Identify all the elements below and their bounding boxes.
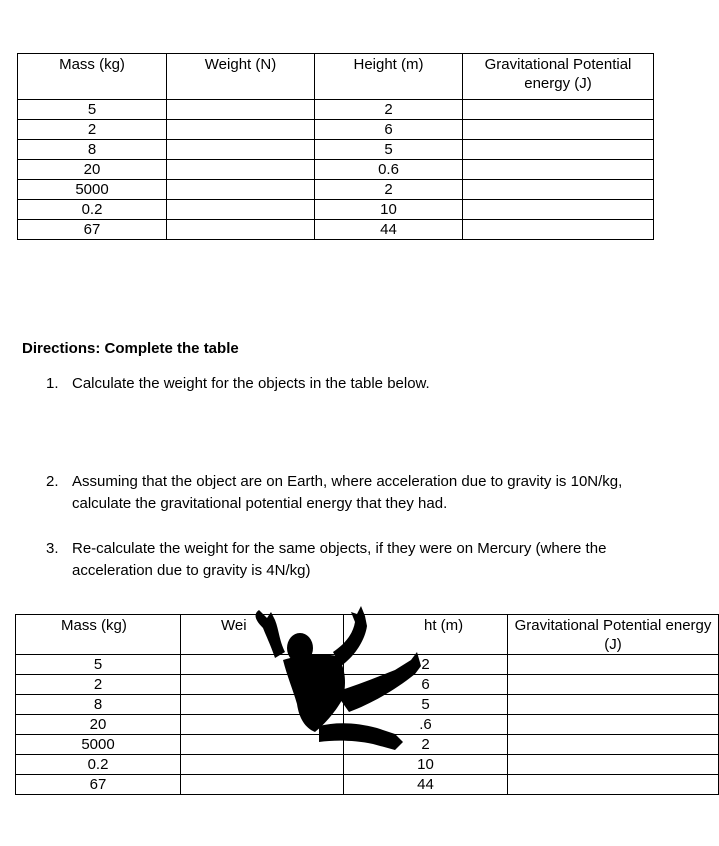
cell-gpe[interactable] — [463, 160, 654, 180]
header-height: ht (m) — [344, 615, 508, 655]
cell-height: 44 — [344, 775, 508, 795]
cell-mass: 5 — [16, 655, 181, 675]
cell-gpe[interactable] — [508, 755, 719, 775]
table-row — [16, 775, 719, 795]
cell-weight[interactable] — [167, 100, 315, 120]
cell-gpe[interactable] — [508, 695, 719, 715]
header-mass: Mass (kg) — [16, 615, 181, 655]
cell-weight[interactable] — [167, 220, 315, 240]
cell-mass: 20 — [16, 715, 181, 735]
cell-height: 44 — [315, 220, 463, 240]
directions-title: Directions: Complete the table — [22, 340, 239, 357]
table-row — [18, 100, 654, 120]
cell-gpe[interactable] — [508, 715, 719, 735]
cell-mass: 8 — [16, 695, 181, 715]
step-text: Calculate the weight for the objects in the table below. — [72, 375, 430, 392]
table-1 — [17, 53, 654, 240]
header-height: Height (m) — [315, 54, 463, 100]
cell-weight[interactable] — [181, 775, 344, 795]
cell-height: 10 — [344, 755, 508, 775]
cell-height: 6 — [344, 675, 508, 695]
cell-mass: 0.2 — [16, 755, 181, 775]
cell-mass: 2 — [18, 120, 167, 140]
direction-step — [46, 471, 666, 515]
cell-mass: 5000 — [16, 735, 181, 755]
direction-step — [46, 373, 666, 395]
cell-mass: 5 — [18, 100, 167, 120]
step-number: 2. — [46, 473, 59, 490]
table-row — [18, 140, 654, 160]
table-1-header — [18, 54, 654, 100]
cell-mass: 2 — [16, 675, 181, 695]
cell-gpe[interactable] — [463, 180, 654, 200]
header-weight: Weight (N) — [167, 54, 315, 100]
cell-height: 2 — [344, 735, 508, 755]
header-gpe: Gravitational Potential energy (J) — [508, 615, 719, 655]
cell-mass: 20 — [18, 160, 167, 180]
cell-height: 2 — [315, 100, 463, 120]
cell-mass: 67 — [16, 775, 181, 795]
cell-gpe[interactable] — [463, 220, 654, 240]
header-mass: Mass (kg) — [18, 54, 167, 100]
cell-gpe[interactable] — [463, 140, 654, 160]
step-number: 3. — [46, 540, 59, 557]
cell-height: .6 — [344, 715, 508, 735]
step-text: Re-calculate the weight for the same objects, if they were on Mercury (where the acceleration due to gravity is 4N/kg) — [72, 540, 607, 579]
table-1-body — [18, 100, 654, 240]
cell-weight[interactable] — [167, 180, 315, 200]
cell-mass: 8 — [18, 140, 167, 160]
cell-weight[interactable] — [167, 120, 315, 140]
cell-gpe[interactable] — [508, 775, 719, 795]
cell-gpe[interactable] — [508, 655, 719, 675]
cell-mass: 0.2 — [18, 200, 167, 220]
header-gpe: Gravitational Potential energy (J) — [463, 54, 654, 100]
cell-mass: 67 — [18, 220, 167, 240]
step-text: Assuming that the object are on Earth, where acceleration due to gravity is 10N/kg, calculate the gravitational potential energy that they had. — [72, 473, 623, 512]
cell-gpe[interactable] — [463, 120, 654, 140]
cell-height: 10 — [315, 200, 463, 220]
step-number: 1. — [46, 375, 59, 392]
cell-gpe[interactable] — [463, 100, 654, 120]
cell-height: 2 — [315, 180, 463, 200]
table-row — [18, 120, 654, 140]
falling-person-icon — [245, 600, 430, 760]
header-weight: Wei — [181, 615, 344, 655]
cell-height: 2 — [344, 655, 508, 675]
cell-mass: 5000 — [18, 180, 167, 200]
table-row — [18, 200, 654, 220]
cell-height: 6 — [315, 120, 463, 140]
table-row — [18, 220, 654, 240]
cell-height: 5 — [315, 140, 463, 160]
table-row — [18, 160, 654, 180]
cell-height: 5 — [344, 695, 508, 715]
cell-gpe[interactable] — [508, 735, 719, 755]
direction-step — [46, 538, 666, 582]
cell-gpe[interactable] — [508, 675, 719, 695]
table-row — [18, 180, 654, 200]
cell-gpe[interactable] — [463, 200, 654, 220]
cell-weight[interactable] — [167, 140, 315, 160]
cell-weight[interactable] — [167, 160, 315, 180]
cell-weight[interactable] — [167, 200, 315, 220]
cell-height: 0.6 — [315, 160, 463, 180]
